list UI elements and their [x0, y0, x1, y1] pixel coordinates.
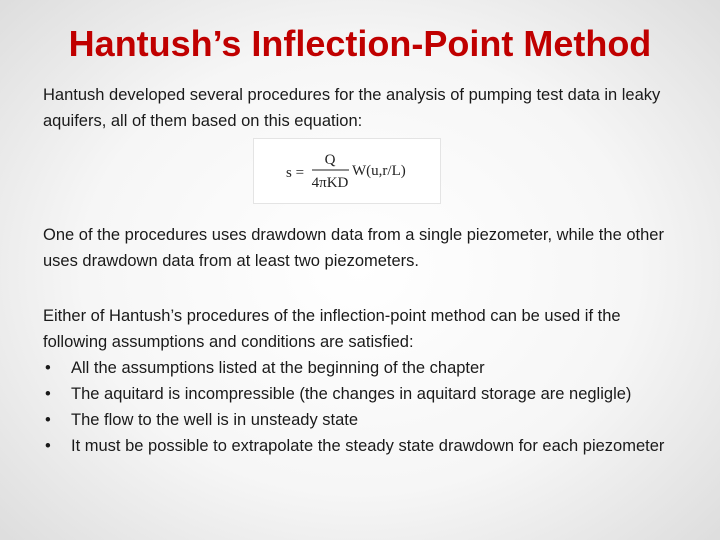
- list-item: [43, 433, 683, 459]
- hantush-equation: [254, 139, 440, 203]
- equation-denominator: 4πKD: [311, 175, 349, 191]
- procedures-paragraph: One of the procedures uses drawdown data from a single piezometer, while the other uses drawdown data from at least two piezometers.: [43, 226, 664, 270]
- equation-image: [253, 138, 441, 204]
- equation-lhs: s =: [286, 165, 305, 181]
- bullet-icon: •: [45, 437, 51, 455]
- slide-title: Hantush’s Inflection-Point Method: [68, 23, 652, 64]
- list-item: [43, 381, 683, 407]
- list-item-text: The flow to the well is in unsteady state: [71, 411, 359, 429]
- list-item-text: It must be possible to extrapolate the steady state drawdown for each piezometer: [71, 437, 665, 455]
- equation-function: W(u,r/L): [352, 163, 406, 179]
- intro-paragraph: Hantush developed several procedures for the analysis of pumping test data in leaky aquifers, all of them based on this equation:: [43, 86, 661, 130]
- bullet-icon: •: [45, 411, 51, 429]
- conditions-intro-paragraph: Either of Hantush’s procedures of the inflection-point method can be used if the following assumptions and conditions are satisfied:: [43, 307, 621, 351]
- list-item-text: All the assumptions listed at the beginning of the chapter: [71, 359, 485, 377]
- list-item: [43, 355, 683, 381]
- bullet-icon: •: [45, 359, 51, 377]
- conditions-list: [43, 355, 683, 459]
- list-item: [43, 407, 683, 433]
- bullet-icon: •: [45, 385, 51, 403]
- equation-numerator: Q: [324, 152, 336, 168]
- list-item-text: The aquitard is incompressible (the changes in aquitard storage are negligle): [71, 385, 632, 403]
